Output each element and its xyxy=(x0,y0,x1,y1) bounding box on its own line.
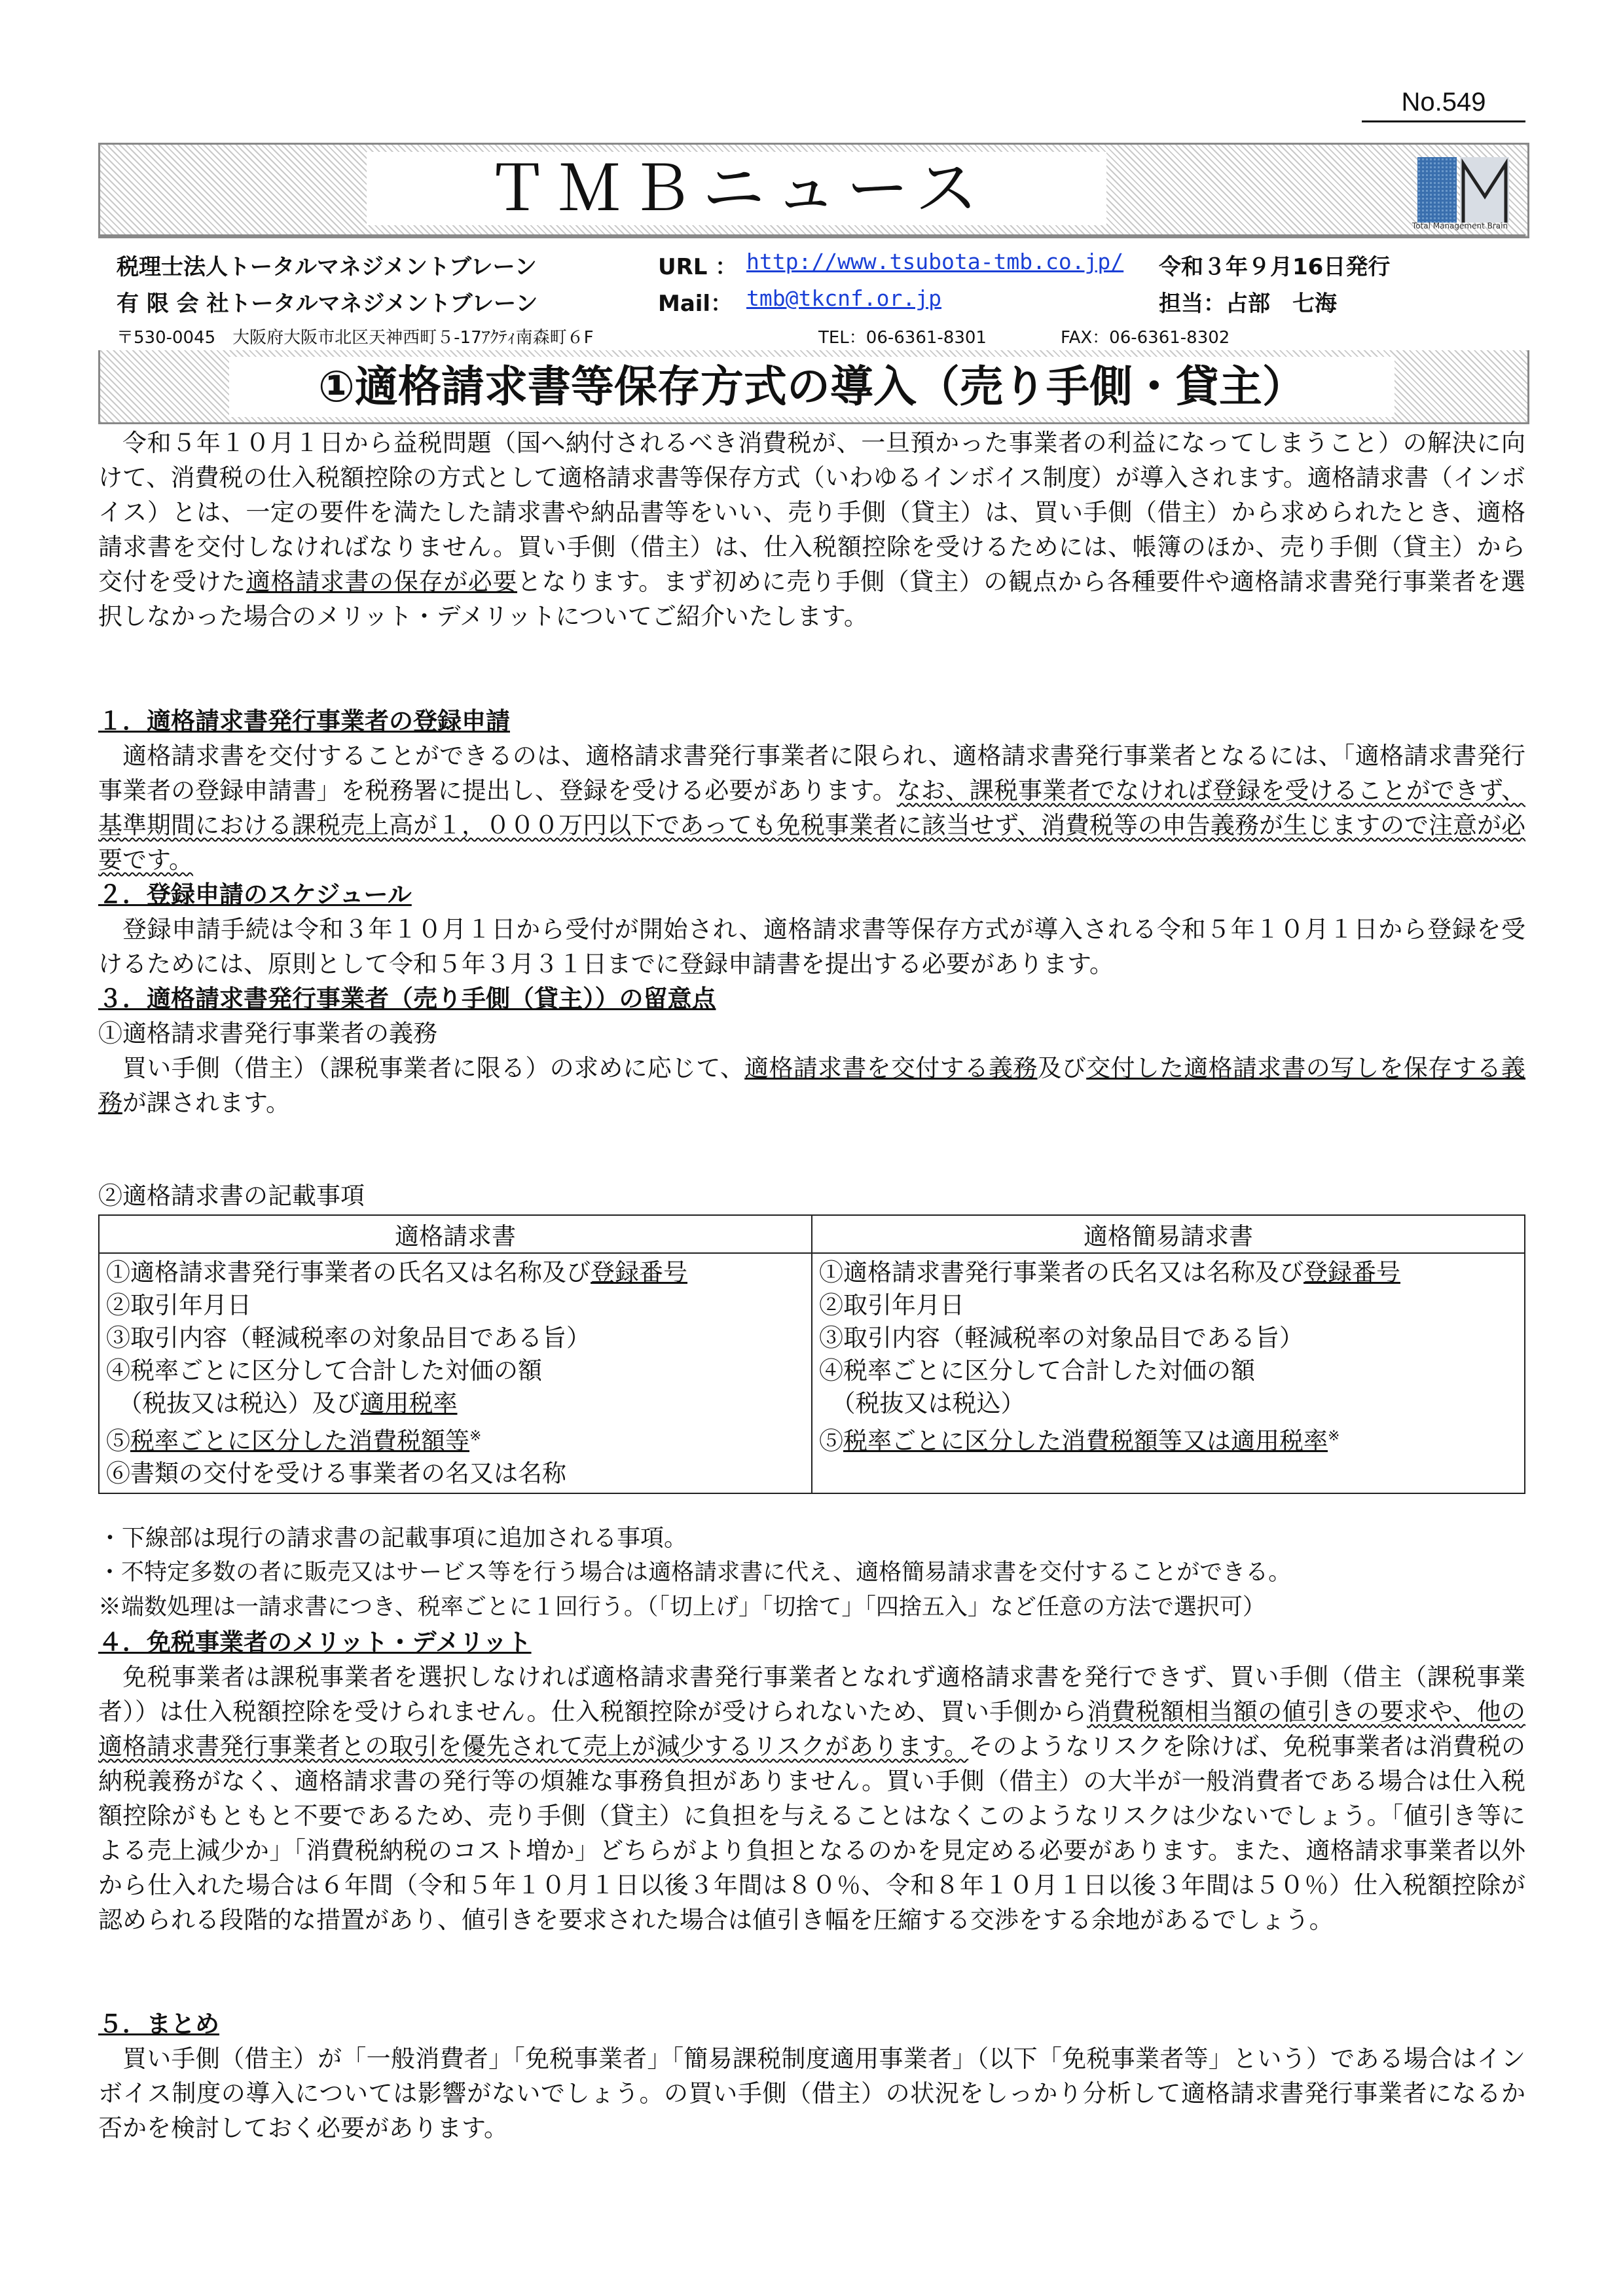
section-4-heading xyxy=(98,1625,532,1660)
section-3-sub-1: ①適格請求書発行事業者の義務 xyxy=(98,1019,437,1048)
section-3-heading-text: ３．適格請求書発行事業者（売り手側（貸主））の留意点 xyxy=(98,984,716,1013)
requirements-table xyxy=(98,1214,1525,1494)
section-5-heading xyxy=(98,2007,219,2041)
footnote-mark: ※ xyxy=(469,1428,482,1444)
list-item: ③取引内容（軽減税率の対象品目である旨） xyxy=(106,1324,591,1352)
table-note-2: ・不特定多数の者に販売又はサービス等を行う場合は適格請求書に代え、適格簡易請求書を交付することができる。 xyxy=(98,1559,1292,1586)
list-item: ④税率ごとに区分して合計した対価の額 xyxy=(819,1357,1255,1385)
mail-link[interactable]: tmb@tkcnf.or.jp xyxy=(746,285,942,311)
address: 〒530-0045 大阪府大阪市北区天神西町５-17ｱｸﾃｨ南森町６F xyxy=(117,328,594,348)
section-1-body xyxy=(98,738,1525,877)
table-note-1: ・下線部は現行の請求書の記載事項に追加される事項。 xyxy=(98,1525,688,1552)
section-3-duty-text xyxy=(98,1051,1525,1120)
url-label: URL ： xyxy=(658,254,738,280)
intro-text-end: となります。まず初めに売り手側（貸主）の観点から各種要件や適格請求書発行事業者を選択しなかった場合のメリット・デメリットについてご紹介いたします。 xyxy=(98,568,1526,630)
intro-text: 令和５年１０月１日から益税問題（国へ納付されるべき消費税が、一旦預かった事業者の利益になってしまうこと）の解決に向けて、消費税の仕入税額控除の方式として適格請求書等保存方式（いわゆるインボイス制度）が導入されます。適格請求書（インボイス）とは、一定の要件を満たした請求書や納品書等をいい、売り手側（貸主）は、買い手側（借主）から求められたとき、適格請求書を交付しなければなりません。買い手側（借主）は、仕入税額控除を受けるためには、帳簿のほか、売り手側（貸主）から交付を受けた xyxy=(98,429,1525,596)
staff-name: 担当：占部 七海 xyxy=(1159,291,1337,317)
invoice-items-cell xyxy=(99,1253,812,1493)
section-1-wavy-text: なお、課税事業者でなければ登録を受けることができず、基準期間における課税売上高が１，０００万円以下であっても免税事業者に該当せず、消費税等の申告義務が生じますので注意が必要です。 xyxy=(98,776,1525,874)
section-4-text-b: そのようなリスクを除けば、免税事業者は消費税の納税義務がなく、適格請求書の発行等の煩雑な事務負担がありません。買い手側（借主）の大半が一般消費者である場合は仕入税額控除がもともと不要であるため、売り手側（貸主）に負担を与えることはなくこのようなリスクは少ないでしょう。「値引き等による売上減少か」「消費税納税のコスト増か」どちらがより負担となるのかを見定める必要があります。また、適格請求事業者以外から仕入れた場合は６年間（令和５年１０月１日以後３年間は８０％、令和８年１０月１日以後３年間は５０％）仕入税額控除が認められる段階的な措置があり、値引きを要求された場合は値引き幅を圧縮する交渉をする余地があるでしょう。 xyxy=(98,1732,1525,1934)
item-text: （税抜又は税込）及び xyxy=(118,1389,361,1417)
section-1-text: 適格請求書を交付することができるのは、適格請求書発行事業者に限られ、適格請求書発行事業者となるには、「適格請求書発行事業者の登録申請書」を税務署に提出し、登録を受ける必要があります。 xyxy=(98,742,1525,805)
telephone: TEL：06-6361-8301 xyxy=(818,328,987,348)
item-underline: 税率ごとに区分した消費税額等又は適用税率 xyxy=(843,1427,1328,1455)
fax: FAX：06-6361-8302 xyxy=(1061,328,1230,348)
intro-paragraph xyxy=(98,426,1525,634)
table-header-simple-invoice: 適格簡易請求書 xyxy=(812,1215,1525,1253)
item-underline: 適用税率 xyxy=(360,1389,458,1417)
item-text: ①適格請求書発行事業者の氏名又は名称及び xyxy=(106,1258,591,1286)
list-item: ③取引内容（軽減税率の対象品目である旨） xyxy=(819,1324,1304,1352)
section-4-body xyxy=(98,1660,1525,1937)
section-5-heading-text: ５．まとめ xyxy=(98,2009,219,2038)
article-title: ①適格請求書等保存方式の導入（売り手側・貸主） xyxy=(229,357,1395,417)
list-item xyxy=(106,1387,805,1420)
info-top-rule xyxy=(98,234,1525,236)
issue-date: 令和３年９月16日発行 xyxy=(1159,254,1391,280)
list-item: ⑥書類の交付を受ける事業者の名又は名称 xyxy=(106,1459,566,1488)
item-underline: 登録番号 xyxy=(1304,1258,1400,1286)
list-item: ②取引年月日 xyxy=(819,1291,964,1319)
total-management-brain-logo-icon xyxy=(1414,151,1512,229)
section-1-heading xyxy=(98,704,510,738)
section-2-heading-text: ２．登録申請のスケジュール xyxy=(98,880,412,909)
duty-underline-2: 交付した適格請求書の写しを保存する義務 xyxy=(98,1054,1526,1117)
item-text: ⑤ xyxy=(106,1427,130,1455)
duty-text-a: 買い手側（借主）（課税事業者に限る）の求めに応じて、 xyxy=(122,1054,745,1082)
section-1-heading-text: １．適格請求書発行事業者の登録申請 xyxy=(98,706,510,735)
table-header-invoice: 適格請求書 xyxy=(99,1215,812,1253)
org-name-2: 有 限 会 社トータルマネジメントブレーン xyxy=(117,291,538,317)
org-name-1: 税理士法人トータルマネジメントブレーン xyxy=(117,254,537,280)
list-item xyxy=(819,1420,1518,1457)
section-4-text-a: 免税事業者は課税事業者を選択しなければ適格請求書発行事業者となれず適格請求書を発行できず、買い手側（借主（課税事業者））は仕入税額控除を受けられません。仕入税額控除が受けられないため、買い手側から xyxy=(98,1663,1525,1726)
list-item xyxy=(106,1420,805,1457)
duty-text-b: 及び xyxy=(1037,1054,1087,1082)
section-3-heading xyxy=(98,981,716,1016)
website-link[interactable]: http://www.tsubota-tmb.co.jp/ xyxy=(746,249,1124,274)
masthead-title: ＴＭＢニュース xyxy=(367,152,1106,225)
mail-label: Mail： xyxy=(658,291,733,317)
item-text: ⑤ xyxy=(819,1427,843,1455)
list-item: ④税率ごとに区分して合計した対価の額 xyxy=(106,1357,542,1385)
list-item: ②取引年月日 xyxy=(106,1291,251,1319)
intro-underline: 適格請求書の保存が必要 xyxy=(246,568,518,596)
section-2-body: 登録申請手続は令和３年１０月１日から受付が開始され、適格請求書等保存方式が導入される令和５年１０月１日から登録を受けるためには、原則として令和５年３月３１日までに登録申請書を提出する必要があります。 xyxy=(98,915,1525,978)
list-item xyxy=(106,1256,805,1289)
section-3-sub-2: ②適格請求書の記載事項 xyxy=(98,1182,365,1210)
section-4-heading-text: ４．免税事業者のメリット・デメリット xyxy=(98,1628,532,1656)
table-row xyxy=(99,1253,1525,1493)
item-underline: 税率ごとに区分した消費税額等 xyxy=(130,1427,469,1455)
list-item xyxy=(819,1256,1518,1289)
duty-underline-1: 適格請求書を交付する義務 xyxy=(744,1054,1038,1082)
table-header-row xyxy=(99,1215,1525,1253)
section-5-body: 買い手側（借主）が「一般消費者」「免税事業者」「簡易課税制度適用事業者」（以下「免税事業者等」という）である場合はインボイス制度の導入については影響がないでしょう。の買い手側（借主）の状況をしっかり分析して適格請求書発行事業者になるか否かを検討しておく必要があります。 xyxy=(98,2045,1525,2142)
section-4-wavy-text: 消費税額相当額の値引きの要求や、他の適格請求書発行事業者との取引を優先されて売上が減少するリスクがあります。 xyxy=(98,1698,1525,1760)
item-underline: 登録番号 xyxy=(591,1258,687,1286)
logo-caption: Total Management Brain xyxy=(1412,221,1508,230)
duty-text-c: が課されます。 xyxy=(122,1089,291,1117)
simple-invoice-items-cell xyxy=(812,1253,1525,1493)
section-2-heading xyxy=(98,877,412,912)
issue-number: No.549 xyxy=(1362,84,1525,122)
footnote-mark: ※ xyxy=(1328,1428,1340,1444)
table-note-3: ※端数処理は一請求書につき、税率ごとに１回行う。（「切上げ」「切捨て」「四捨五入」など任意の方法で選択可） xyxy=(98,1594,1266,1620)
item-text: ①適格請求書発行事業者の氏名又は名称及び xyxy=(819,1258,1304,1286)
list-item: （税抜又は税込） xyxy=(831,1389,1025,1417)
